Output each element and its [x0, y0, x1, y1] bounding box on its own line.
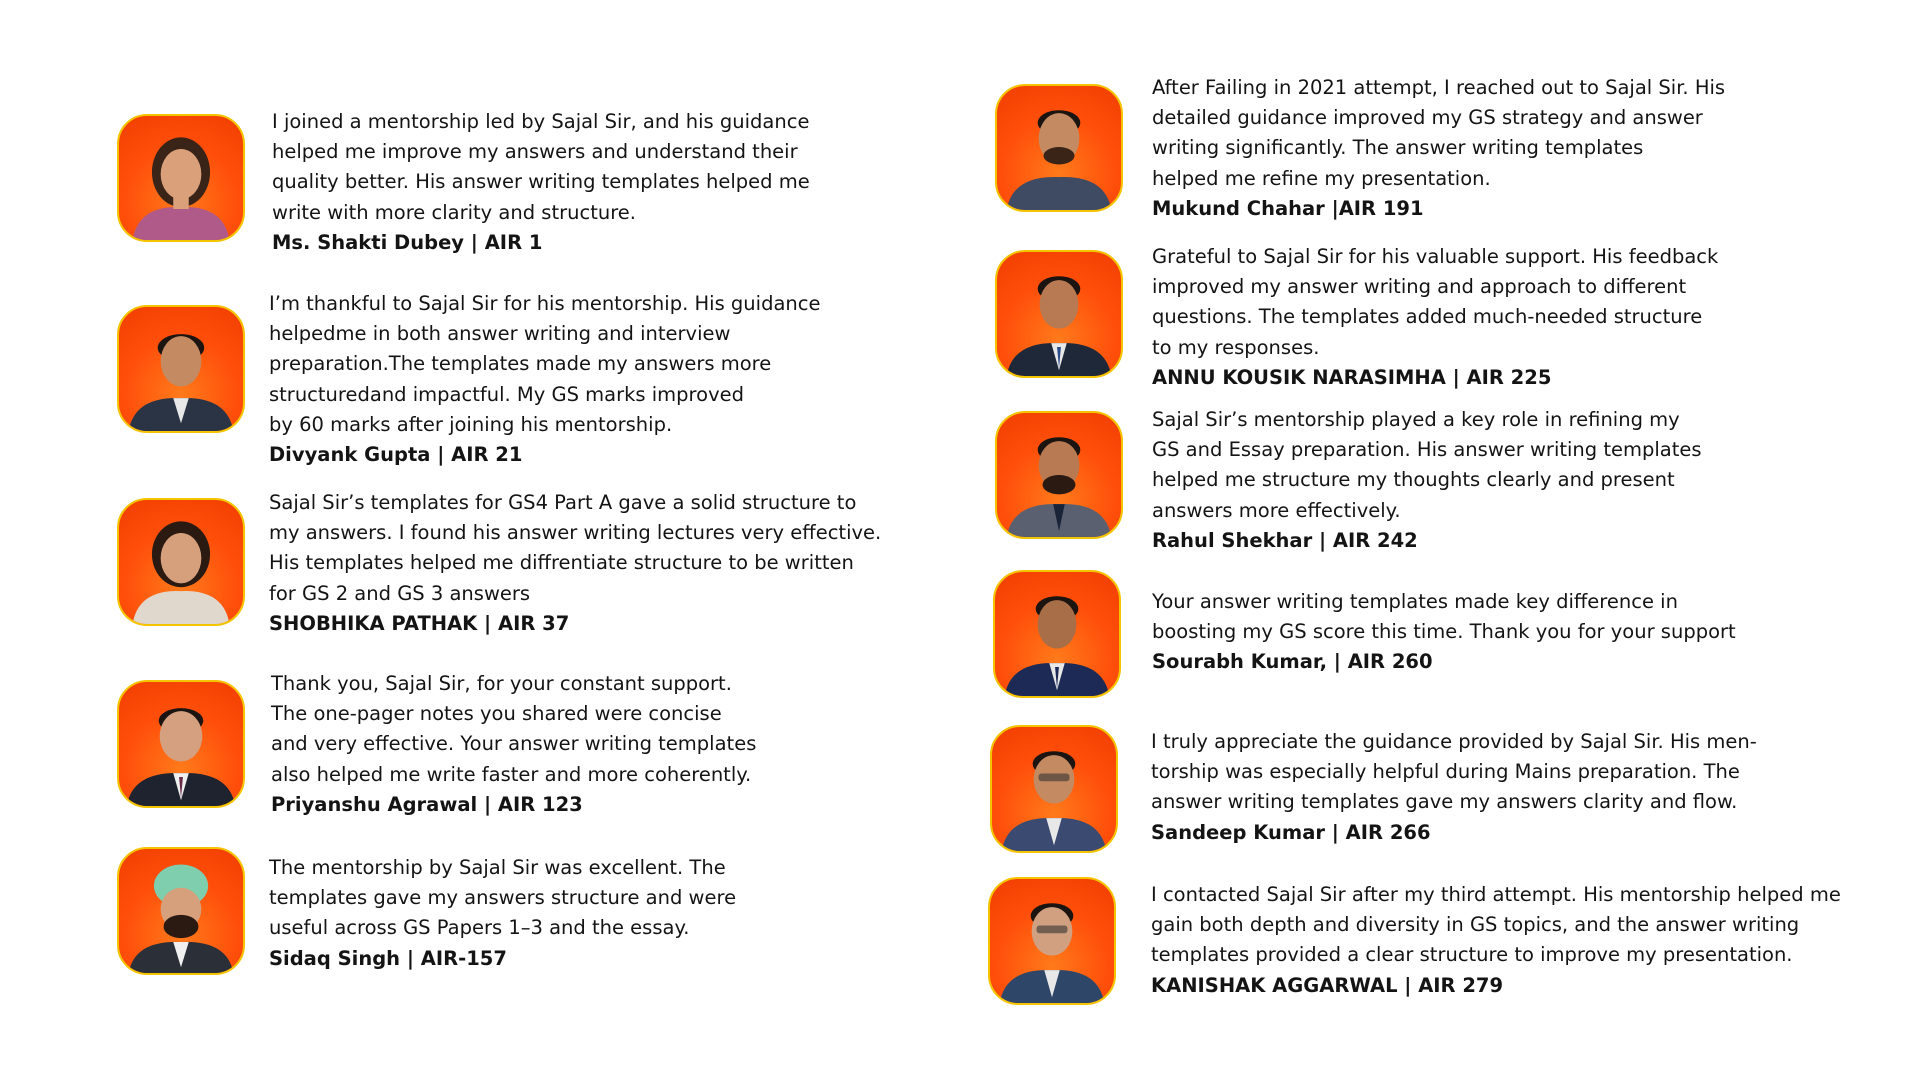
quote-line: templates gave my answers structure and were	[269, 886, 737, 910]
quote-line: torship was especially helpful during Mains preparation. The	[1151, 760, 1740, 784]
quote-line: helped me refine my presentation.	[1152, 166, 1491, 190]
quote-line: The one-pager notes you shared were concise	[271, 702, 722, 726]
man-portrait-icon	[117, 680, 245, 808]
attribution: Sourabh Kumar, | AIR 260	[1152, 650, 1433, 674]
quote-line: GS and Essay preparation. His answer writing templates	[1152, 438, 1702, 462]
quote-line: helped me structure my thoughts clearly and present	[1152, 468, 1675, 492]
quote-line: Sajal Sir’s mentorship played a key role in refining my	[1152, 408, 1680, 431]
man-portrait-icon	[993, 570, 1121, 698]
quote-line: After Failing in 2021 attempt, I reached out to Sajal Sir. His	[1152, 76, 1726, 99]
attribution: Rahul Shekhar | AIR 242	[1152, 528, 1418, 552]
attribution: Mukund Chahar |AIR 191	[1152, 196, 1424, 220]
quote-line: Grateful to Sajal Sir for his valuable support. His feedback	[1152, 245, 1719, 268]
man-portrait-icon	[995, 250, 1123, 378]
quote-line: I contacted Sajal Sir after my third attempt. His mentorship helped me	[1151, 883, 1841, 906]
attribution: Priyanshu Agrawal | AIR 123	[271, 792, 583, 816]
quote-line: writing significantly. The answer writing templates	[1152, 136, 1644, 160]
quote-line: Thank you, Sajal Sir, for your constant support.	[271, 672, 732, 695]
quote-line: I truly appreciate the guidance provided by Sajal Sir. His men-	[1151, 730, 1757, 753]
quote-line: helpedme in both answer writing and interview	[269, 322, 731, 346]
quote-line: answers more effectively.	[1152, 498, 1401, 522]
quote-line: and very effective. Your answer writing templates	[271, 732, 757, 756]
woman-portrait-icon	[117, 114, 245, 242]
quote-line: gain both depth and diversity in GS topics, and the answer writing	[1151, 913, 1800, 937]
quote-line: answer writing templates gave my answers clarity and flow.	[1151, 790, 1738, 814]
quote-line: questions. The templates added much-needed structure	[1152, 305, 1703, 329]
quote-line: by 60 marks after joining his mentorship.	[269, 412, 673, 436]
quote-line: structuredand impactful. My GS marks improved	[269, 382, 744, 406]
attribution: SHOBHIKA PATHAK | AIR 37	[269, 611, 570, 635]
quote-line: detailed guidance improved my GS strategy and answer	[1152, 106, 1703, 130]
quote-line: to my responses.	[1152, 335, 1320, 359]
quote-line: boosting my GS score this time. Thank you for your support	[1152, 620, 1736, 644]
man-portrait-icon	[990, 725, 1118, 853]
quote-line: useful across GS Papers 1–3 and the essay.	[269, 916, 690, 940]
quote-line: I’m thankful to Sajal Sir for his mentorship. His guidance	[269, 292, 821, 315]
quote-line: Sajal Sir’s templates for GS4 Part A gave a solid structure to	[269, 491, 857, 514]
quote-line: preparation.The templates made my answers more	[269, 352, 772, 376]
quote-line: helped me improve my answers and understand their	[272, 140, 798, 164]
quote-line: Your answer writing templates made key difference in	[1152, 590, 1678, 613]
quote-line: improved my answer writing and approach to different	[1152, 275, 1687, 299]
attribution: Sidaq Singh | AIR-157	[269, 946, 507, 970]
man-portrait-icon	[988, 877, 1116, 1005]
man-turban-portrait-icon	[117, 847, 245, 975]
quote-line: my answers. I found his answer writing lectures very effective.	[269, 521, 882, 545]
man-portrait-icon	[117, 305, 245, 433]
man-portrait-icon	[995, 411, 1123, 539]
quote-line: templates provided a clear structure to improve my presentation.	[1151, 943, 1793, 967]
attribution: KANISHAK AGGARWAL | AIR 279	[1151, 973, 1504, 997]
man-portrait-icon	[995, 84, 1123, 212]
quote-line: I joined a mentorship led by Sajal Sir, and his guidance	[272, 110, 810, 133]
quote-line: His templates helped me diffrentiate structure to be written	[269, 551, 854, 575]
attribution: Sandeep Kumar | AIR 266	[1151, 820, 1431, 844]
quote-line: quality better. His answer writing templates helped me	[272, 170, 810, 194]
quote-line: write with more clarity and structure.	[272, 200, 636, 224]
woman-portrait-icon	[117, 498, 245, 626]
quote-line: also helped me write faster and more coherently.	[271, 762, 752, 786]
quote-line: for GS 2 and GS 3 answers	[269, 581, 531, 605]
attribution: Divyank Gupta | AIR 21	[269, 443, 523, 467]
attribution: ANNU KOUSIK NARASIMHA | AIR 225	[1152, 365, 1552, 389]
quote-line: The mentorship by Sajal Sir was excellent. The	[269, 856, 726, 879]
attribution: Ms. Shakti Dubey | AIR 1	[272, 230, 543, 254]
